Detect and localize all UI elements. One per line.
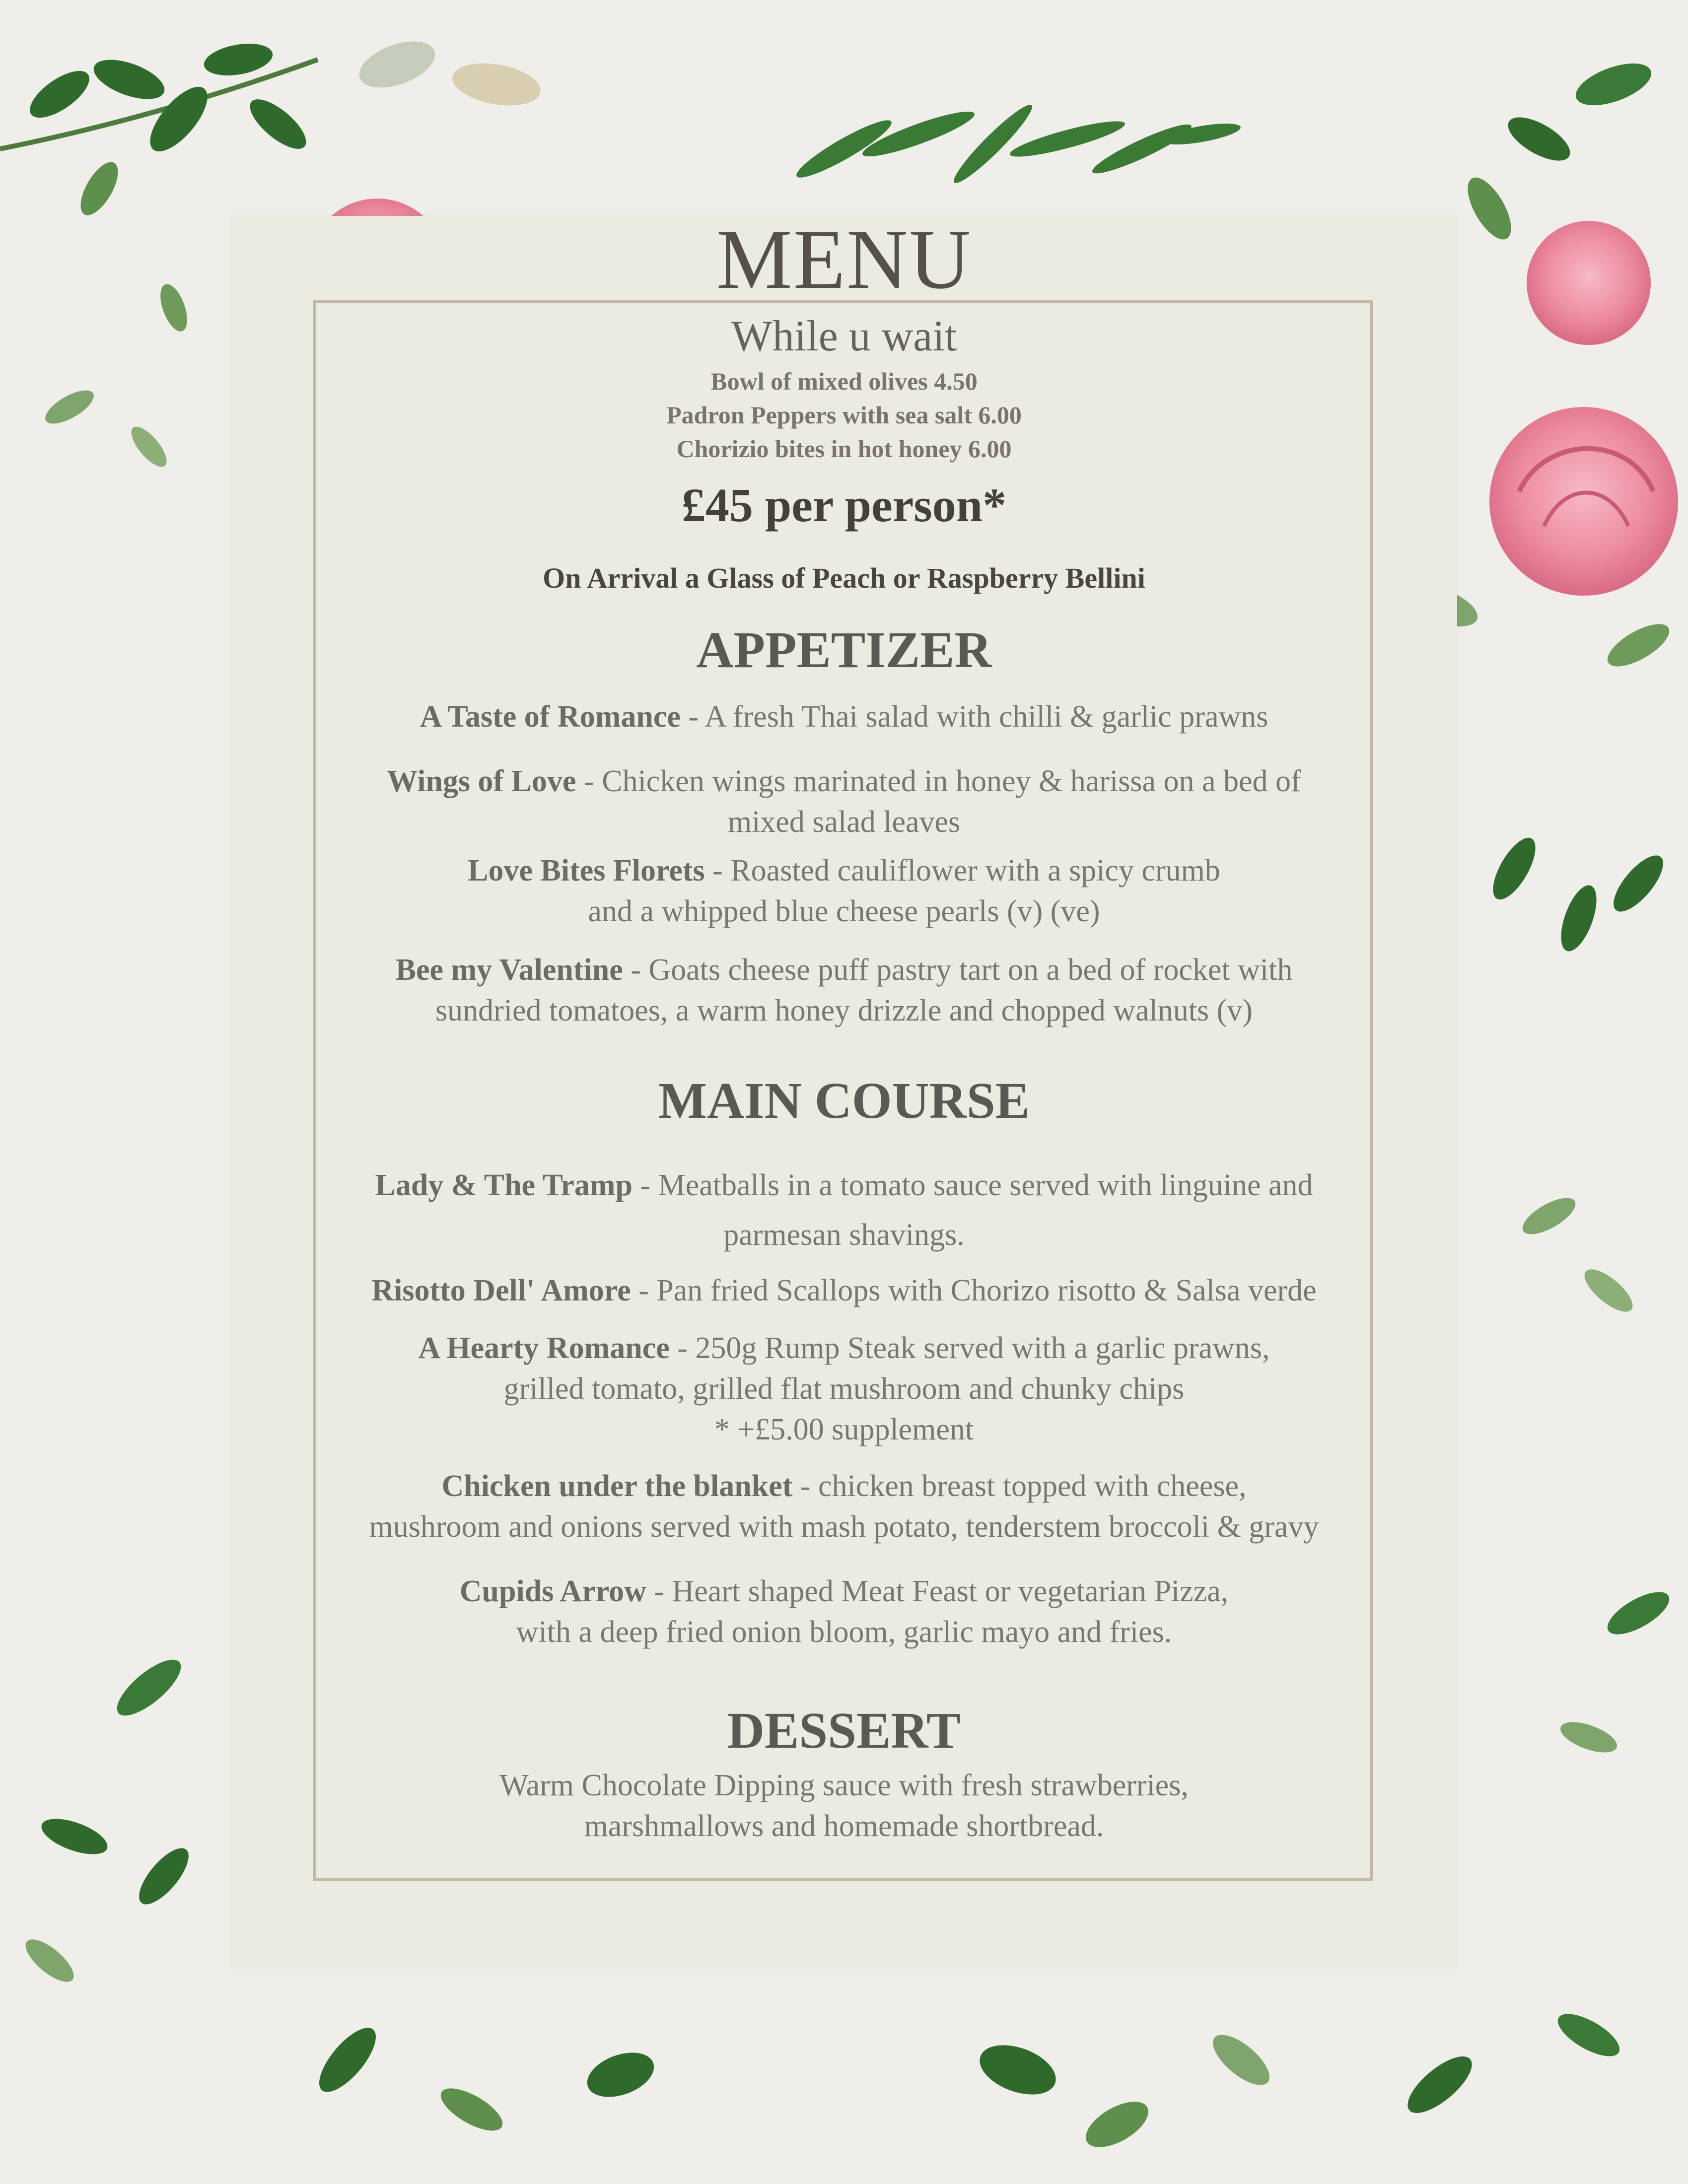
dish-name: Chicken under the blanket bbox=[441, 1469, 793, 1503]
dish-description: - Goats cheese puff pastry tart on a bed of rocket with bbox=[623, 953, 1293, 987]
main-course-item bbox=[0, 1328, 1688, 1450]
dish-name: Wings of Love bbox=[387, 764, 576, 798]
while-u-wait-heading: While u wait bbox=[731, 312, 957, 360]
dish-description: - chicken breast topped with cheese, bbox=[792, 1469, 1247, 1503]
leaves-top-center bbox=[353, 32, 1242, 189]
dish-description: sundried tomatoes, a warm honey drizzle and chopped walnuts (v) bbox=[435, 994, 1253, 1027]
dish-description: - Chicken wings marinated in honey & harissa on a bed of bbox=[576, 764, 1301, 798]
dish-name: Love Bites Florets bbox=[468, 854, 705, 887]
dish-name: A Taste of Romance bbox=[420, 700, 681, 734]
price-per-person: £45 per person* bbox=[681, 478, 1007, 532]
leaves-bottom bbox=[310, 2006, 1626, 2157]
main-course-item bbox=[0, 1270, 1688, 1311]
main-course-heading: MAIN COURSE bbox=[658, 1072, 1030, 1129]
dish-description: parmesan shavings. bbox=[723, 1218, 965, 1252]
appetizer-item bbox=[0, 696, 1688, 737]
dessert-description: marshmallows and homemade shortbread. bbox=[584, 1809, 1104, 1843]
appetizer-item bbox=[0, 850, 1688, 932]
dish-description: - 250g Rump Steak served with a garlic prawns, bbox=[669, 1331, 1270, 1365]
dessert-heading: DESSERT bbox=[727, 1702, 961, 1759]
dish-description: and a whipped blue cheese pearls (v) (ve) bbox=[588, 894, 1100, 928]
appetizer-item bbox=[0, 950, 1688, 1031]
dish-name: Cupids Arrow bbox=[459, 1574, 646, 1608]
dessert-item bbox=[0, 1765, 1688, 1846]
snack-item: Bowl of mixed olives 4.50 bbox=[710, 367, 978, 395]
dish-supplement: * +£5.00 supplement bbox=[714, 1413, 974, 1446]
dish-name: A Hearty Romance bbox=[418, 1331, 670, 1365]
main-course-item bbox=[0, 1466, 1688, 1547]
dish-description: - A fresh Thai salad with chilli & garlic prawns bbox=[680, 700, 1268, 734]
dish-description: grilled tomato, grilled flat mushroom and chunky chips bbox=[503, 1372, 1185, 1406]
dish-description: - Roasted cauliflower with a spicy crumb bbox=[704, 854, 1220, 887]
arrival-drink: On Arrival a Glass of Peach or Raspberry Bellini bbox=[543, 562, 1145, 594]
dish-description: - Meatballs in a tomato sauce served with linguine and bbox=[640, 1168, 1313, 1202]
dish-name: Bee my Valentine bbox=[395, 953, 623, 987]
dish-description: mushroom and onions served with mash potato, tenderstem broccoli & gravy bbox=[369, 1510, 1319, 1544]
main-course-item bbox=[0, 1160, 1688, 1260]
appetizer-heading: APPETIZER bbox=[696, 621, 992, 679]
dish-name: Risotto Dell' Amore bbox=[371, 1274, 631, 1307]
main-course-item bbox=[0, 1571, 1688, 1652]
dish-description: with a deep fried onion bloom, garlic mayo and fries. bbox=[516, 1615, 1172, 1649]
dish-description: mixed salad leaves bbox=[727, 805, 961, 839]
snack-item: Padron Peppers with sea salt 6.00 bbox=[666, 401, 1022, 429]
menu-title: MENU bbox=[716, 212, 972, 307]
snack-item: Chorizio bites in hot honey 6.00 bbox=[676, 435, 1012, 463]
dish-name: Lady & The Tramp bbox=[375, 1168, 640, 1202]
dish-description: - Heart shaped Meat Feast or vegetarian Pizza, bbox=[646, 1574, 1229, 1608]
dish-description: - Pan fried Scallops with Chorizo risotto & Salsa verde bbox=[631, 1274, 1317, 1307]
dessert-description: Warm Chocolate Dipping sauce with fresh strawberries, bbox=[499, 1769, 1189, 1802]
appetizer-item bbox=[0, 761, 1688, 842]
